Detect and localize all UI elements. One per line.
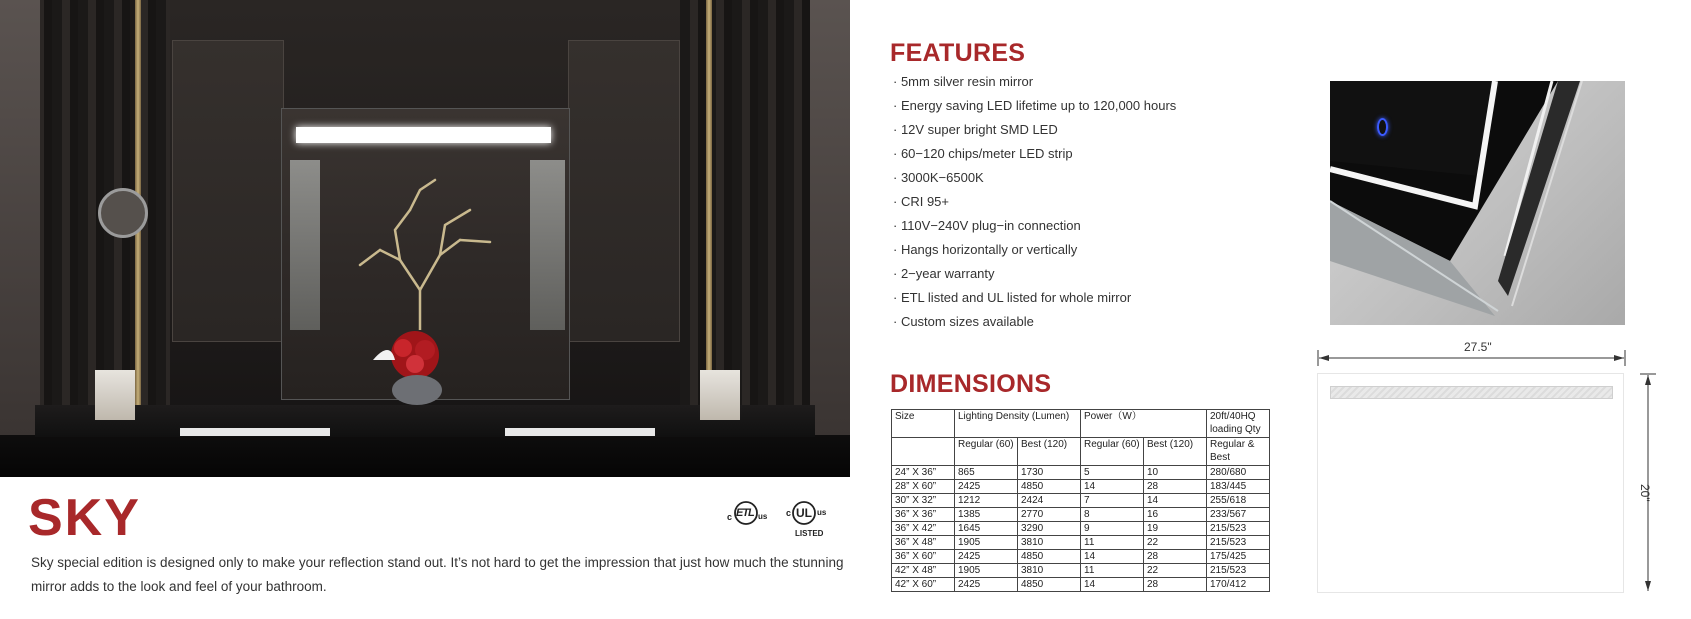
table-cell: 1905 (955, 536, 1018, 550)
table-row (892, 508, 1270, 522)
mirror-corner-illustration (1330, 81, 1625, 325)
header-lighting-density: Lighting Density (Lumen) (955, 410, 1081, 438)
table-cell: 170/412 (1207, 578, 1270, 592)
table-cell: 28” X 60” (892, 480, 955, 494)
table-cell: 36” X 48” (892, 536, 955, 550)
table-cell: 42” X 48” (892, 564, 955, 578)
table-cell: 1385 (955, 508, 1018, 522)
feature-item: · 2−year warranty (893, 266, 995, 281)
table-cell: 2424 (1018, 494, 1081, 508)
mirror-outline-diagram (1317, 373, 1624, 593)
subheader-qty: Regular & Best (1207, 438, 1270, 466)
table-cell: 183/445 (1207, 480, 1270, 494)
table-cell: 3810 (1018, 536, 1081, 550)
table-row (892, 522, 1270, 536)
table-cell: 1212 (955, 494, 1018, 508)
table-cell: 215/523 (1207, 536, 1270, 550)
table-cell: 865 (955, 466, 1018, 480)
height-label: 20" (1638, 484, 1652, 502)
table-header-row (892, 410, 1270, 438)
table-cell: 14 (1081, 480, 1144, 494)
dimensions-title: DIMENSIONS (890, 370, 1052, 398)
etl-us-text: us (758, 512, 768, 521)
table-row (892, 494, 1270, 508)
table-cell: 11 (1081, 536, 1144, 550)
table-cell: 7 (1081, 494, 1144, 508)
dimensions-table (891, 409, 1270, 592)
certification-marks (724, 497, 834, 541)
features-title: FEATURES (890, 39, 1026, 67)
table-cell: 4850 (1018, 480, 1081, 494)
table-cell: 30” X 32” (892, 494, 955, 508)
etl-mark-text: ETL (736, 507, 754, 519)
table-cell: 233/567 (1207, 508, 1270, 522)
window-reflection-right (530, 160, 565, 330)
subheader-lumen-regular: Regular (60) (955, 438, 1018, 466)
table-cell: 280/680 (1207, 466, 1270, 480)
table-cell: 1905 (955, 564, 1018, 578)
table-row (892, 550, 1270, 564)
feature-item: · 3000K−6500K (893, 170, 984, 185)
side-mirror-left (172, 40, 284, 342)
feature-item: · Energy saving LED lifetime up to 120,000 hours (893, 98, 1177, 113)
feature-item: · 5mm silver resin mirror (893, 74, 1034, 89)
table-cell: 3810 (1018, 564, 1081, 578)
table-cell: 4850 (1018, 550, 1081, 564)
mirror-closeup-photo (1330, 81, 1625, 325)
diffuser-left (95, 370, 135, 420)
subheader-empty (892, 438, 955, 466)
marble-wall-right (810, 0, 850, 440)
product-description: Sky special edition is designed only to make your reflection stand out. It’s not hard to get the impression that just how much the stunning mirror adds to the look and feel of your bathroom. (31, 555, 844, 594)
table-cell: 3290 (1018, 522, 1081, 536)
table-cell: 255/618 (1207, 494, 1270, 508)
feature-item: · Hangs horizontally or vertically (893, 242, 1078, 257)
ul-c-text: c (786, 508, 792, 518)
feature-item: · Custom sizes available (893, 314, 1034, 329)
table-cell: 14 (1081, 578, 1144, 592)
table-row (892, 536, 1270, 550)
table-cell: 1645 (955, 522, 1018, 536)
diffuser-right (700, 370, 740, 420)
table-cell: 8 (1081, 508, 1144, 522)
header-power: Power（W） (1081, 410, 1207, 438)
table-cell: 2425 (955, 480, 1018, 494)
table-cell: 2770 (1018, 508, 1081, 522)
feature-item: · CRI 95+ (893, 194, 949, 209)
subheader-power-best: Best (120) (1144, 438, 1207, 466)
table-cell: 11 (1081, 564, 1144, 578)
table-cell: 28 (1144, 550, 1207, 564)
table-cell: 36” X 42” (892, 522, 955, 536)
table-row (892, 480, 1270, 494)
etl-c-text: c (727, 512, 733, 522)
table-cell: 5 (1081, 466, 1144, 480)
table-cell: 2425 (955, 578, 1018, 592)
header-size: Size (892, 410, 955, 438)
table-cell: 28 (1144, 480, 1207, 494)
subheader-power-regular: Regular (60) (1081, 438, 1144, 466)
marble-wall-left (0, 0, 40, 440)
led-light-bar (296, 127, 551, 143)
subheader-lumen-best: Best (120) (1018, 438, 1081, 466)
table-cell: 4850 (1018, 578, 1081, 592)
magnifier-mirror (98, 188, 148, 238)
table-cell: 36” X 60” (892, 550, 955, 564)
vanity-counter (0, 435, 850, 477)
led-strip-diagram (1330, 386, 1613, 399)
table-cell: 2425 (955, 550, 1018, 564)
table-cell: 28 (1144, 578, 1207, 592)
side-mirror-right (568, 40, 680, 342)
table-cell: 36” X 36” (892, 508, 955, 522)
ul-us-text: us (817, 508, 827, 517)
table-row (892, 578, 1270, 592)
ul-listed-text: LISTED (795, 529, 824, 538)
feature-item: · ETL listed and UL listed for whole mirror (893, 290, 1132, 305)
branch-decor (340, 170, 500, 330)
table-subheader-row (892, 438, 1270, 466)
window-reflection-left (290, 160, 320, 330)
feature-item: · 110V−240V plug−in connection (893, 218, 1081, 233)
countertop (35, 405, 815, 437)
table-cell: 215/523 (1207, 564, 1270, 578)
table-cell: 14 (1081, 550, 1144, 564)
table-cell: 1730 (1018, 466, 1081, 480)
bathroom-photo (0, 0, 850, 477)
sink-right (505, 428, 655, 436)
ul-mark-text: UL (796, 506, 812, 520)
table-row (892, 564, 1270, 578)
table-cell: 215/523 (1207, 522, 1270, 536)
feature-item: · 12V super bright SMD LED (893, 122, 1058, 137)
table-row (892, 466, 1270, 480)
width-label: 27.5" (1464, 340, 1492, 354)
table-cell: 14 (1144, 494, 1207, 508)
sink-left (180, 428, 330, 436)
touch-button-icon (1377, 118, 1388, 136)
table-cell: 42” X 60” (892, 578, 955, 592)
table-cell: 22 (1144, 536, 1207, 550)
feature-item: · 60−120 chips/meter LED strip (893, 146, 1073, 161)
header-loading-qty: 20ft/40HQ loading Qty (1207, 410, 1270, 438)
features-list (893, 70, 1176, 334)
table-cell: 22 (1144, 564, 1207, 578)
product-title: SKY (28, 489, 141, 547)
table-cell: 9 (1081, 522, 1144, 536)
rose-vase (365, 330, 465, 405)
table-cell: 24” X 36” (892, 466, 955, 480)
table-cell: 16 (1144, 508, 1207, 522)
table-cell: 19 (1144, 522, 1207, 536)
table-cell: 175/425 (1207, 550, 1270, 564)
table-cell: 10 (1144, 466, 1207, 480)
